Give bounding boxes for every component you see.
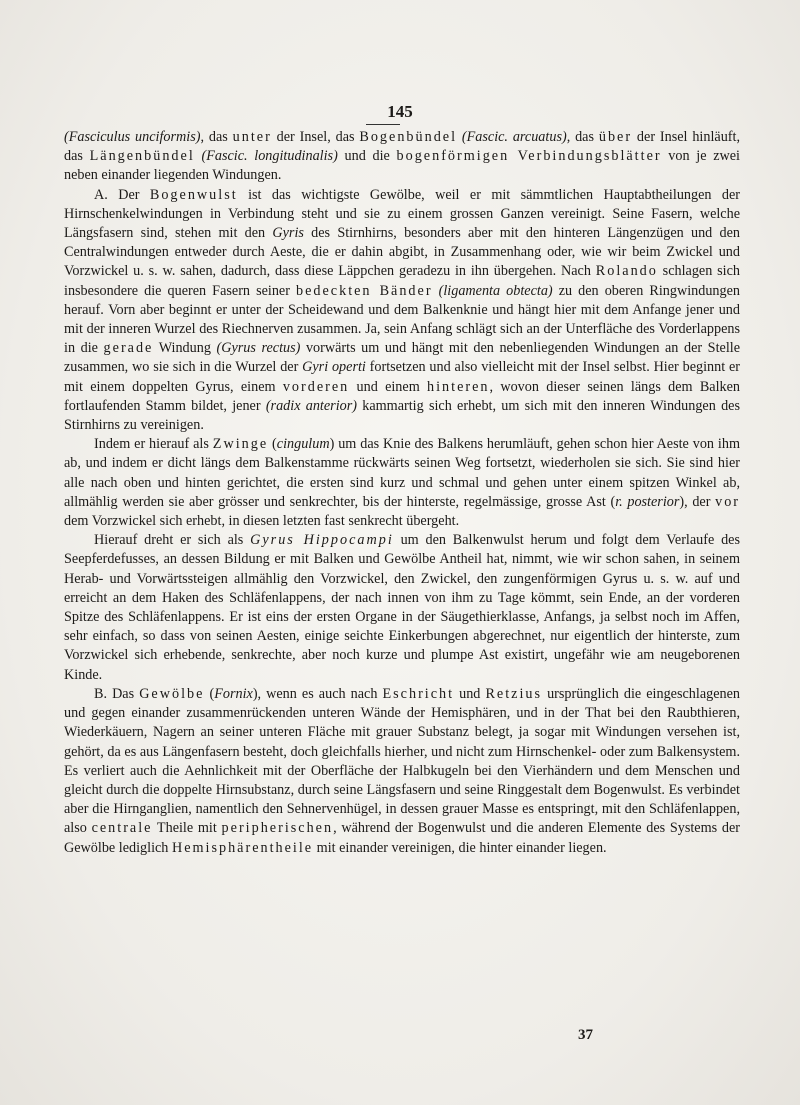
text-run: Bogenbündel (359, 129, 458, 145)
text-run: Zwinge (212, 436, 269, 453)
text-run: von je zwei neben einander liegenden Windungen. (64, 148, 740, 184)
text-run: Retzius (485, 685, 543, 702)
text-run: fortsetzen und also vielleicht mit der Insel selbst. Hier beginnt er mit einem doppelten Gyrus, einem (64, 359, 740, 395)
text-run: der Insel hinläuft, das (64, 129, 741, 165)
text-run: Gyris (272, 225, 304, 242)
text-run: , wovon dieser seinen längs dem Balken fortlaufenden Stamm bildet, jener (64, 378, 741, 414)
text-run: unter (232, 129, 272, 145)
text-run: vorwärts um und hängt mit den nebenliegenden Windungen an der Stelle zusammen, wo sie sich in die Wurzel der (64, 340, 740, 376)
text-run: Hemisphärentheile (171, 839, 314, 856)
text-run: (ligamenta obtecta) (438, 282, 553, 299)
text-run: A. Der (94, 186, 150, 203)
text-run: über (598, 129, 633, 145)
text-run: des Stirnhirns, besonders aber mit den hinteren Längenzügen und den Centralwindungen entweder durch Aeste, die er dahin abgibt, in Zusammenhang oder, wie wir beim Zwickel und Vorzwickel u. s. w. sahen, dadurch, dass diese Läppchen geradezu in ihn übergehen. Nach (64, 225, 740, 280)
text-run: Indem er hierauf als (94, 436, 213, 453)
text-run: ), wenn es auch nach (252, 685, 383, 702)
text-run: (Fascic. longitudinalis) (201, 148, 338, 165)
text-run: dem Vorzwickel sich erhebt, in diesen letzten fast senkrecht übergeht. (64, 513, 460, 530)
text-run: Längenbündel (89, 148, 195, 165)
text-run: (Gyrus rectus) (216, 340, 301, 357)
text-run: Rolando (595, 263, 658, 280)
text-run: hinteren (427, 378, 490, 395)
text-run: Eschricht (382, 685, 455, 702)
text-run: gerade (103, 340, 154, 357)
text-run: bogenförmigen Verbindungsblätter (396, 148, 662, 165)
text-run: mit einander vereinigen, die hinter einander liegen. (313, 839, 607, 856)
text-run: ursprünglich die eingeschlagenen und gegen einander zusammenrückenden unteren Wände der Hemisphären, und in der That bei den Raubthieren, Wiederkäuern, Nagern an seiner unteren Fläche mit grauer Substanz belegt, ja sogar mit Windungen versehen ist, gehört, da es aus Längenfasern besteht, doch gleichfalls hierher, und nicht zum Hirnschenkel- oder zum Balkensystem. Es verliert auch die Aehnlichkeit mit der Oberfläche der Halbkugeln bei den Vierhändern und dem Menschen und gleicht durch die doppelte Hirnsubstanz, durch seine Längsfasern und seine Ringgestalt dem Bogenwulst. Es verbindet aber die Hirnganglien, namentlich den Sehnervenhügel, in dessen grauer Masse es entspringt, mit den Schläfenlappen, also (64, 685, 740, 837)
text-run: (radix anterior) (265, 397, 357, 414)
printer-signature: 37 (578, 1027, 593, 1043)
text-run: (Fascic. arcuatus) (461, 129, 567, 145)
text-run: der Insel, das (271, 129, 360, 145)
body-text (64, 128, 740, 858)
text-run: vorderen (282, 378, 350, 395)
paragraph (64, 435, 740, 531)
header-rule (366, 124, 400, 125)
text-run: Hierauf dreht er sich als (94, 532, 251, 549)
text-run: und die (337, 148, 397, 165)
text-run: vor (715, 493, 741, 510)
paragraph (64, 186, 740, 436)
text-run: ( (204, 685, 215, 702)
text-run: Bogenwulst (149, 186, 238, 203)
text-run: Gyri operti (302, 359, 366, 376)
text-run: ) um das Knie des Balkens herumläuft, gehen schon hier Aeste von ihm ab, und indem er dicht längs dem Balkenstamme rückwärts seinen Weg fortsetzt, wiederholen sie sich. Sie sind hier alle nach oben und hinten gerichtet, die ersten sind kurz und schmal und gehen unter einem spitzen Winkel ab, allmählig werden sie aber grösser und senkrechter, bis der hinterste, regelmässige, grosse Ast ( (64, 436, 740, 510)
text-run: und einem (349, 378, 428, 395)
text-run: Theile mit (152, 820, 222, 837)
text-run: bedeckten Bänder (296, 282, 433, 299)
text-run: Windung (153, 340, 217, 357)
text-run: ist das wichtigste Gewölbe, weil er mit sämmtlichen Hauptabtheilungen der Hirnschenkelwindungen in Verbindung steht und sie zu einem grossen Ganzen vereinigt. Seine Fasern, welche Längsfasern sind, stehen mit den (64, 186, 741, 242)
paragraph (64, 685, 740, 858)
text-run: Gyrus Hippocampi (250, 532, 394, 549)
text-run: zu den oberen Ringwindungen herauf. Vorn aber beginnt er unter der Scheidewand und dem Balkenknie und hängt hier mit dem Anfange jener und mit der inneren Wurzel des Riechnerven zusammen. Ja, sein Anfang schlägt sich an der Unterfläche des Vorderlappens in die (64, 282, 741, 357)
text-run: r. posterior (615, 493, 680, 510)
text-run: um den Balkenwulst herum und folgt dem Verlaufe des Seepferdefusses, an dessen Bildung er mit Balken und Gewölbe Antheil hat, nimmt, wie wir schon sahen, in seinem Herab- und Vorwärtssteigen allmählig den Vorzwickel, den Zwickel, den zungenförmigen Gyrus u. s. w. auf und erreicht an dem Haken des Schläfenlappens, der nach innen von ihm zu Tage kömmt, sein Ende, an der vorderen Spitze des Schläfenlappens. Er ist eins der ersten Organe in der Säugethierklasse, Anfangs, ja selbst noch im Affen, sehr einfach, so dass von seinen Aesten, einige seichte Einkerbungen abgerechnet, nur eigentlich der hinterste, zum Vorzwickel sich erhebende, senkrechte, aber noch kurze und plumpe Ast existirt, ungefähr wie am neugeborenen Kinde. (64, 532, 740, 683)
text-run: Fornix (214, 685, 253, 702)
text-run: , das (566, 129, 599, 145)
paragraph (64, 531, 740, 685)
text-run: cingulum (276, 436, 330, 453)
text-run: und (454, 685, 486, 702)
text-run: , während der Bogenwulst und die anderen Elemente des Systems der Gewölbe lediglich (64, 820, 740, 856)
text-run: B. Das (94, 685, 140, 702)
text-run: (Fasciculus unciformis) (64, 129, 201, 145)
text-run: kammartig sich erhebt, um sich mit den inneren Windungen des Stirnhirns zu vereinigen. (64, 397, 740, 434)
text-run: ( (268, 436, 277, 453)
text-run: , das (200, 129, 233, 145)
text-run: peripherischen (221, 820, 334, 837)
text-run: Gewölbe (139, 685, 205, 702)
text-run: schlagen sich insbesondere die queren Fasern seiner (64, 263, 741, 299)
page-number: 145 (387, 102, 413, 121)
text-run: centrale (91, 820, 153, 837)
paragraph (64, 128, 740, 186)
text-run: ), der (679, 493, 716, 510)
